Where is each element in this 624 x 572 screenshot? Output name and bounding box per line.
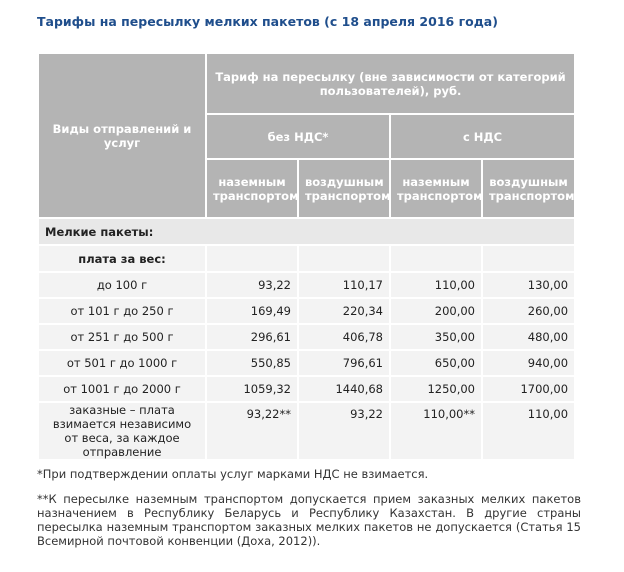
table-row — [38, 376, 575, 402]
section-weight-fee: плата за вес: — [38, 245, 206, 272]
table-row — [38, 298, 575, 324]
ground-no-vat: 93,22 — [206, 272, 298, 298]
ground-no-vat: 550,85 — [206, 350, 298, 376]
air-no-vat: 110,17 — [298, 272, 390, 298]
ground-vat: 650,00 — [390, 350, 482, 376]
page-title: Тарифы на пересылку мелких пакетов (с 18 апреля 2016 года) — [37, 14, 498, 29]
row-label: от 501 г до 1000 г — [38, 350, 206, 376]
ground-header-2: наземным транспортом — [390, 159, 482, 218]
air-no-vat: 406,78 — [298, 324, 390, 350]
air-vat: 130,00 — [482, 272, 575, 298]
table-row — [38, 272, 575, 298]
air-vat: 940,00 — [482, 350, 575, 376]
with-vat-header: с НДС — [390, 114, 575, 159]
ground-no-vat: 93,22** — [206, 402, 298, 460]
air-no-vat: 220,34 — [298, 298, 390, 324]
air-vat: 110,00 — [482, 402, 575, 460]
without-vat-header: без НДС* — [206, 114, 390, 159]
air-no-vat: 1440,68 — [298, 376, 390, 402]
table-row — [38, 402, 575, 460]
types-header: Виды отправлений и услуг — [38, 53, 206, 218]
ground-no-vat: 169,49 — [206, 298, 298, 324]
row-label: заказные – плата взимается независимо от веса, за каждое отправление — [38, 402, 206, 460]
footnote-ground: **К пересылке наземным транспортом допускается прием заказных мелких пакетов назначением в Республику Беларусь и Республику Казахстан. В другие страны пересылка наземным транспортом заказных мелких пакетов не допускается (Статья 15 Всемирной почтовой конвенции (Доха, 2012)). — [37, 492, 581, 548]
air-vat: 480,00 — [482, 324, 575, 350]
ground-vat: 110,00 — [390, 272, 482, 298]
row-label: до 100 г — [38, 272, 206, 298]
section-small-packets: Мелкие пакеты: — [38, 218, 575, 245]
air-vat: 1700,00 — [482, 376, 575, 402]
air-no-vat: 93,22 — [298, 402, 390, 460]
ground-vat: 1250,00 — [390, 376, 482, 402]
tariff-header: Тариф на пересылку (вне зависимости от категорий пользователей), руб. — [206, 53, 575, 114]
footnote-vat: *При подтверждении оплаты услуг марками НДС не взимается. — [37, 467, 429, 481]
ground-vat: 200,00 — [390, 298, 482, 324]
table-row — [38, 324, 575, 350]
air-header-2: воздушным транспортом — [482, 159, 575, 218]
row-label: от 101 г до 250 г — [38, 298, 206, 324]
ground-vat: 110,00** — [390, 402, 482, 460]
ground-no-vat: 296,61 — [206, 324, 298, 350]
tariff-table — [37, 52, 576, 461]
ground-no-vat: 1059,32 — [206, 376, 298, 402]
row-label: от 1001 г до 2000 г — [38, 376, 206, 402]
air-vat: 260,00 — [482, 298, 575, 324]
air-header-1: воздушным транспортом — [298, 159, 390, 218]
air-no-vat: 796,61 — [298, 350, 390, 376]
row-label: от 251 г до 500 г — [38, 324, 206, 350]
table-row — [38, 350, 575, 376]
ground-vat: 350,00 — [390, 324, 482, 350]
ground-header-1: наземным транспортом — [206, 159, 298, 218]
